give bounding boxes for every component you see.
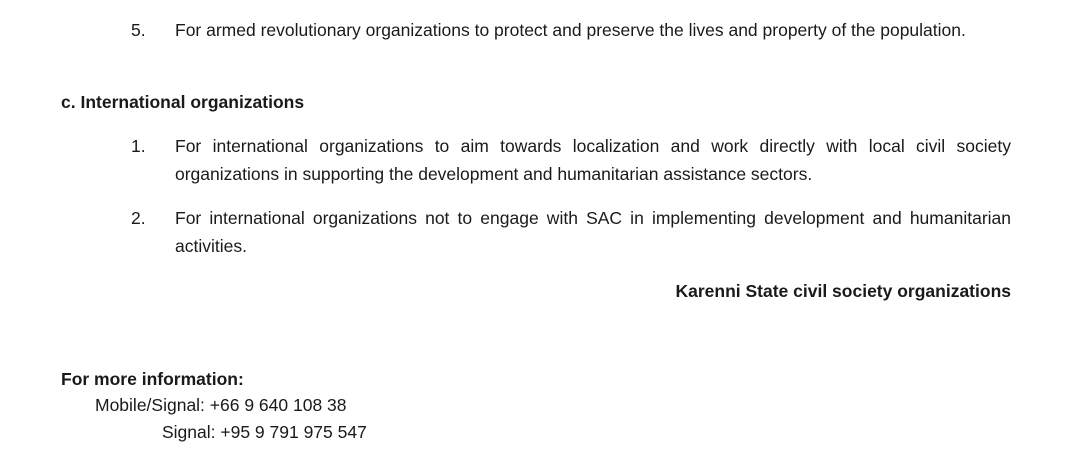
list-item-number: 1.: [131, 136, 146, 156]
signature: Karenni State civil society organizations: [675, 281, 1011, 301]
contact-mobile-line: Mobile/Signal: +66 9 640 108 38: [95, 395, 347, 415]
list-item-text: For international organizations not to engage with SAC in implementing development and humanitarian activities.: [175, 208, 1011, 256]
list-item-number: 5.: [131, 20, 146, 40]
list-item-text: For international organizations to aim towards localization and work directly with local civil society organizations in supporting the development and humanitarian assistance sectors.: [175, 136, 1011, 184]
section-heading: c. International organizations: [61, 92, 305, 112]
contact-signal-line: Signal: +95 9 791 975 547: [162, 422, 367, 442]
contact-heading: For more information:: [61, 369, 244, 389]
list-item-text: For armed revolutionary organizations to protect and preserve the lives and property of the population.: [175, 20, 966, 40]
list-item-number: 2.: [131, 208, 146, 228]
